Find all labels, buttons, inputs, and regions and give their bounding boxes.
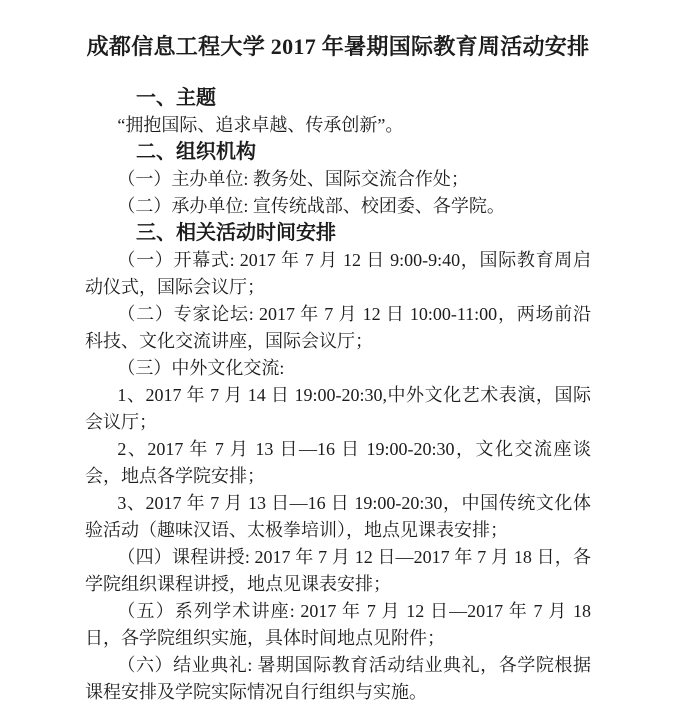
paragraph: （二）承办单位: 宣传统战部、校团委、各学院。 (117, 196, 505, 216)
paragraph: （三）中外文化交流: (117, 358, 285, 378)
paragraph: 1、2017 年 7 月 14 日 19:00-20:30,中外文化艺术表演，国际会议厅； (85, 385, 591, 432)
section-heading: 一、主题 (136, 87, 216, 109)
document-body (85, 85, 591, 706)
paragraph: 2、2017 年 7 月 13 日—16 日 19:00-20:30，文化交流座谈会，地点各学院安排； (85, 439, 591, 486)
paragraph: （五）系列学术讲座: 2017 年 7 月 12 日—2017 年 7 月 18 日，各学院组织实施，具体时间地点见附件； (85, 601, 591, 648)
paragraph: （一）开幕式: 2017 年 7 月 12 日 9:00-9:40，国际教育周启动仪式，国际会议厅； (85, 250, 591, 297)
section-heading: 二、组织机构 (136, 141, 256, 163)
paragraph: “拥抱国际、追求卓越、传承创新”。 (117, 115, 404, 135)
paragraph: （六）结业典礼: 暑期国际教育活动结业典礼，各学院根据课程安排及学院实际情况自行组织与实施。 (85, 655, 591, 702)
paragraph: 3、2017 年 7 月 13 日—16 日 19:00-20:30，中国传统文化体验活动（趣味汉语、太极拳培训），地点见课表安排； (85, 493, 591, 540)
paragraph: （一）主办单位: 教务处、国际交流合作处； (117, 169, 469, 189)
section-heading: 三、相关活动时间安排 (136, 222, 336, 244)
paragraph: （四）课程讲授: 2017 年 7 月 12 日—2017 年 7 月 18 日，各学院组织课程讲授，地点见课表安排； (85, 547, 591, 594)
document-title: 成都信息工程大学 2017 年暑期国际教育周活动安排 (86, 34, 590, 59)
paragraph: （二）专家论坛: 2017 年 7 月 12 日 10:00-11:00，两场前沿科技、文化交流讲座，国际会议厅； (85, 304, 591, 351)
